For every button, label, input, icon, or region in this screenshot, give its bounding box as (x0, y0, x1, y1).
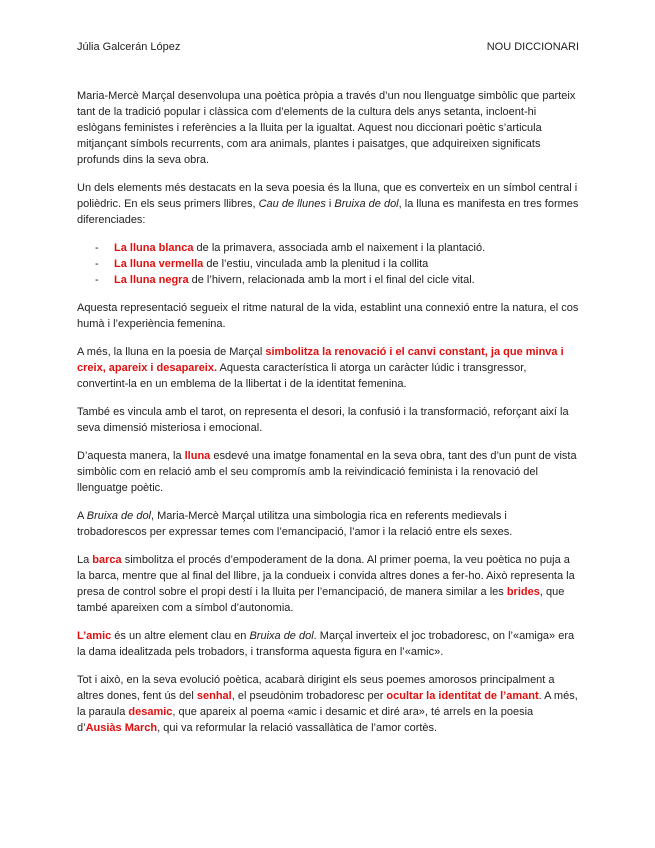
highlight-term: La lluna blanca (114, 242, 194, 254)
book-title: Bruixa de dol (249, 630, 314, 642)
document-title: NOU DICCIONARI (486, 41, 579, 53)
text-segment: , qui va reformular la relació vassallàtica de l’amor cortès. (157, 722, 438, 734)
text-segment: . Marçal inverteix el joc trobadoresc, on l’«amiga» era la dama idealitzada pels trobadors, i transforma aquesta figura en l’«amic». (77, 630, 575, 658)
text-segment: de l’hivern, relacionada amb la mort i el final del cicle vital. (188, 274, 475, 286)
list-item (77, 272, 579, 288)
list-dash: - (95, 242, 99, 254)
highlight-term: L’amic (77, 630, 112, 642)
highlight-term: barca (92, 554, 122, 566)
text-segment: de la primavera, associada amb el naixement i la plantació. (193, 242, 486, 254)
text-segment: simbolitza el procés d’empoderament de la dona. Al primer poema, la veu poètica no puja a la barca, mentre que al final del llibre, ja la condueix i convida altres dones a fer-ho. Això representa la presa de control sobre el propi destí i la lluita per l’emancipació, de manera similar a les (77, 554, 575, 598)
highlight-term: desamic (128, 706, 173, 718)
highlight-term: lluna (184, 450, 211, 462)
text-segment: , el pseudònim trobadoresc per (231, 690, 387, 702)
highlight-term: La lluna vermella (114, 258, 204, 270)
highlight-term: simbolitza la renovació i el canvi constant, ja que minva i creix, apareix i desapareix. (77, 346, 564, 374)
paragraph-senhal (77, 672, 579, 736)
text-segment: , que també apareixen com a símbol d’autonomia. (77, 586, 565, 614)
text-segment: Aquesta característica li atorga un caràcter lúdic i transgressor, convertint-la en un emblema de la llibertat i de la identitat femenina. (77, 362, 527, 390)
highlight-term: La lluna negra (114, 274, 189, 286)
list-dash: - (95, 274, 99, 286)
list-dash: - (95, 258, 99, 270)
paragraph-simbologia (77, 508, 579, 540)
paragraph-intro: Maria-Mercè Marçal desenvolupa una poètica pròpia a través d’un nou llenguatge simbòlic que parteix tant de la tradició popular i clàssica com d’elements de la cultura dels anys setanta, incloent-hi eslògans feministes i referències a la lluita per la igualtat. Aquest nou diccionari poètic s’articula mitjançant símbols recurrents, com ara animals, plantes i paisatges, que adquireixen significats profunds dins la seva obra. (77, 90, 576, 166)
paragraph-lluna-intro (77, 180, 579, 228)
highlight-term: senhal (196, 690, 232, 702)
text-segment: A (77, 510, 87, 522)
paragraph-imatge (77, 448, 579, 496)
text-segment: , Maria-Mercè Marçal utilitza una simbologia rica en referents medievals i trobadorescos per expressar temes com l’emancipació, l’amor i la relació entre els sexes. (77, 510, 513, 538)
text-segment: i (325, 198, 335, 210)
book-title: Cau de llunes (258, 198, 326, 210)
text-segment: La (77, 554, 93, 566)
text-segment: , que apareix al poema «amic i desamic et diré ara», té arrels en la poesia d’ (77, 706, 534, 734)
paragraph-renovacio (77, 344, 579, 392)
highlight-term: Ausiàs March (85, 722, 158, 734)
highlight-term: ocultar la identitat de l’amant (386, 690, 539, 702)
paragraph-ritme: Aquesta representació segueix el ritme natural de la vida, establint una connexió entre la natura, el cos humà i l’experiència femenina. (77, 302, 579, 330)
lluna-forms-list (77, 240, 579, 288)
book-title: Bruixa de dol (334, 198, 399, 210)
highlight-term: brides (506, 586, 540, 598)
list-item (77, 256, 579, 272)
document-body (77, 88, 579, 748)
book-title: Bruixa de dol (86, 510, 152, 522)
author-name: Júlia Galcerán López (77, 41, 181, 53)
text-segment: Un dels elements més destacats en la seva poesia és la lluna, que es converteix en un símbol central i polièdric. En els seus primers llibres, (77, 182, 578, 210)
text-segment: . A més, la paraula (77, 690, 578, 718)
text-segment: és un altre element clau en (111, 630, 250, 642)
text-segment: D’aquesta manera, la (77, 450, 185, 462)
text-segment: esdevé una imatge fonamental en la seva obra, tant des d’un punt de vista simbòlic com en relació amb el seu compromís amb la reivindicació feminista i la renovació del llenguatge poètic. (77, 450, 577, 494)
list-item (77, 240, 579, 256)
text-segment: , la lluna es manifesta en tres formes diferenciades: (77, 198, 579, 226)
paragraph-barca (77, 552, 579, 616)
page-header (77, 40, 579, 54)
paragraph-tarot: També es vincula amb el tarot, on representa el desori, la confusió i la transformació, reforçant així la seva dimensió misteriosa i emocional. (77, 406, 569, 434)
text-segment: A més, la lluna en la poesia de Marçal (77, 346, 266, 358)
paragraph-amic (77, 628, 579, 660)
text-segment: Tot i això, en la seva evolució poètica, acabarà dirigint els seus poemes amorosos principalment a altres dones, fent ús del (77, 674, 555, 702)
text-segment: de l’estiu, vinculada amb la plenitud i la collita (203, 258, 429, 270)
